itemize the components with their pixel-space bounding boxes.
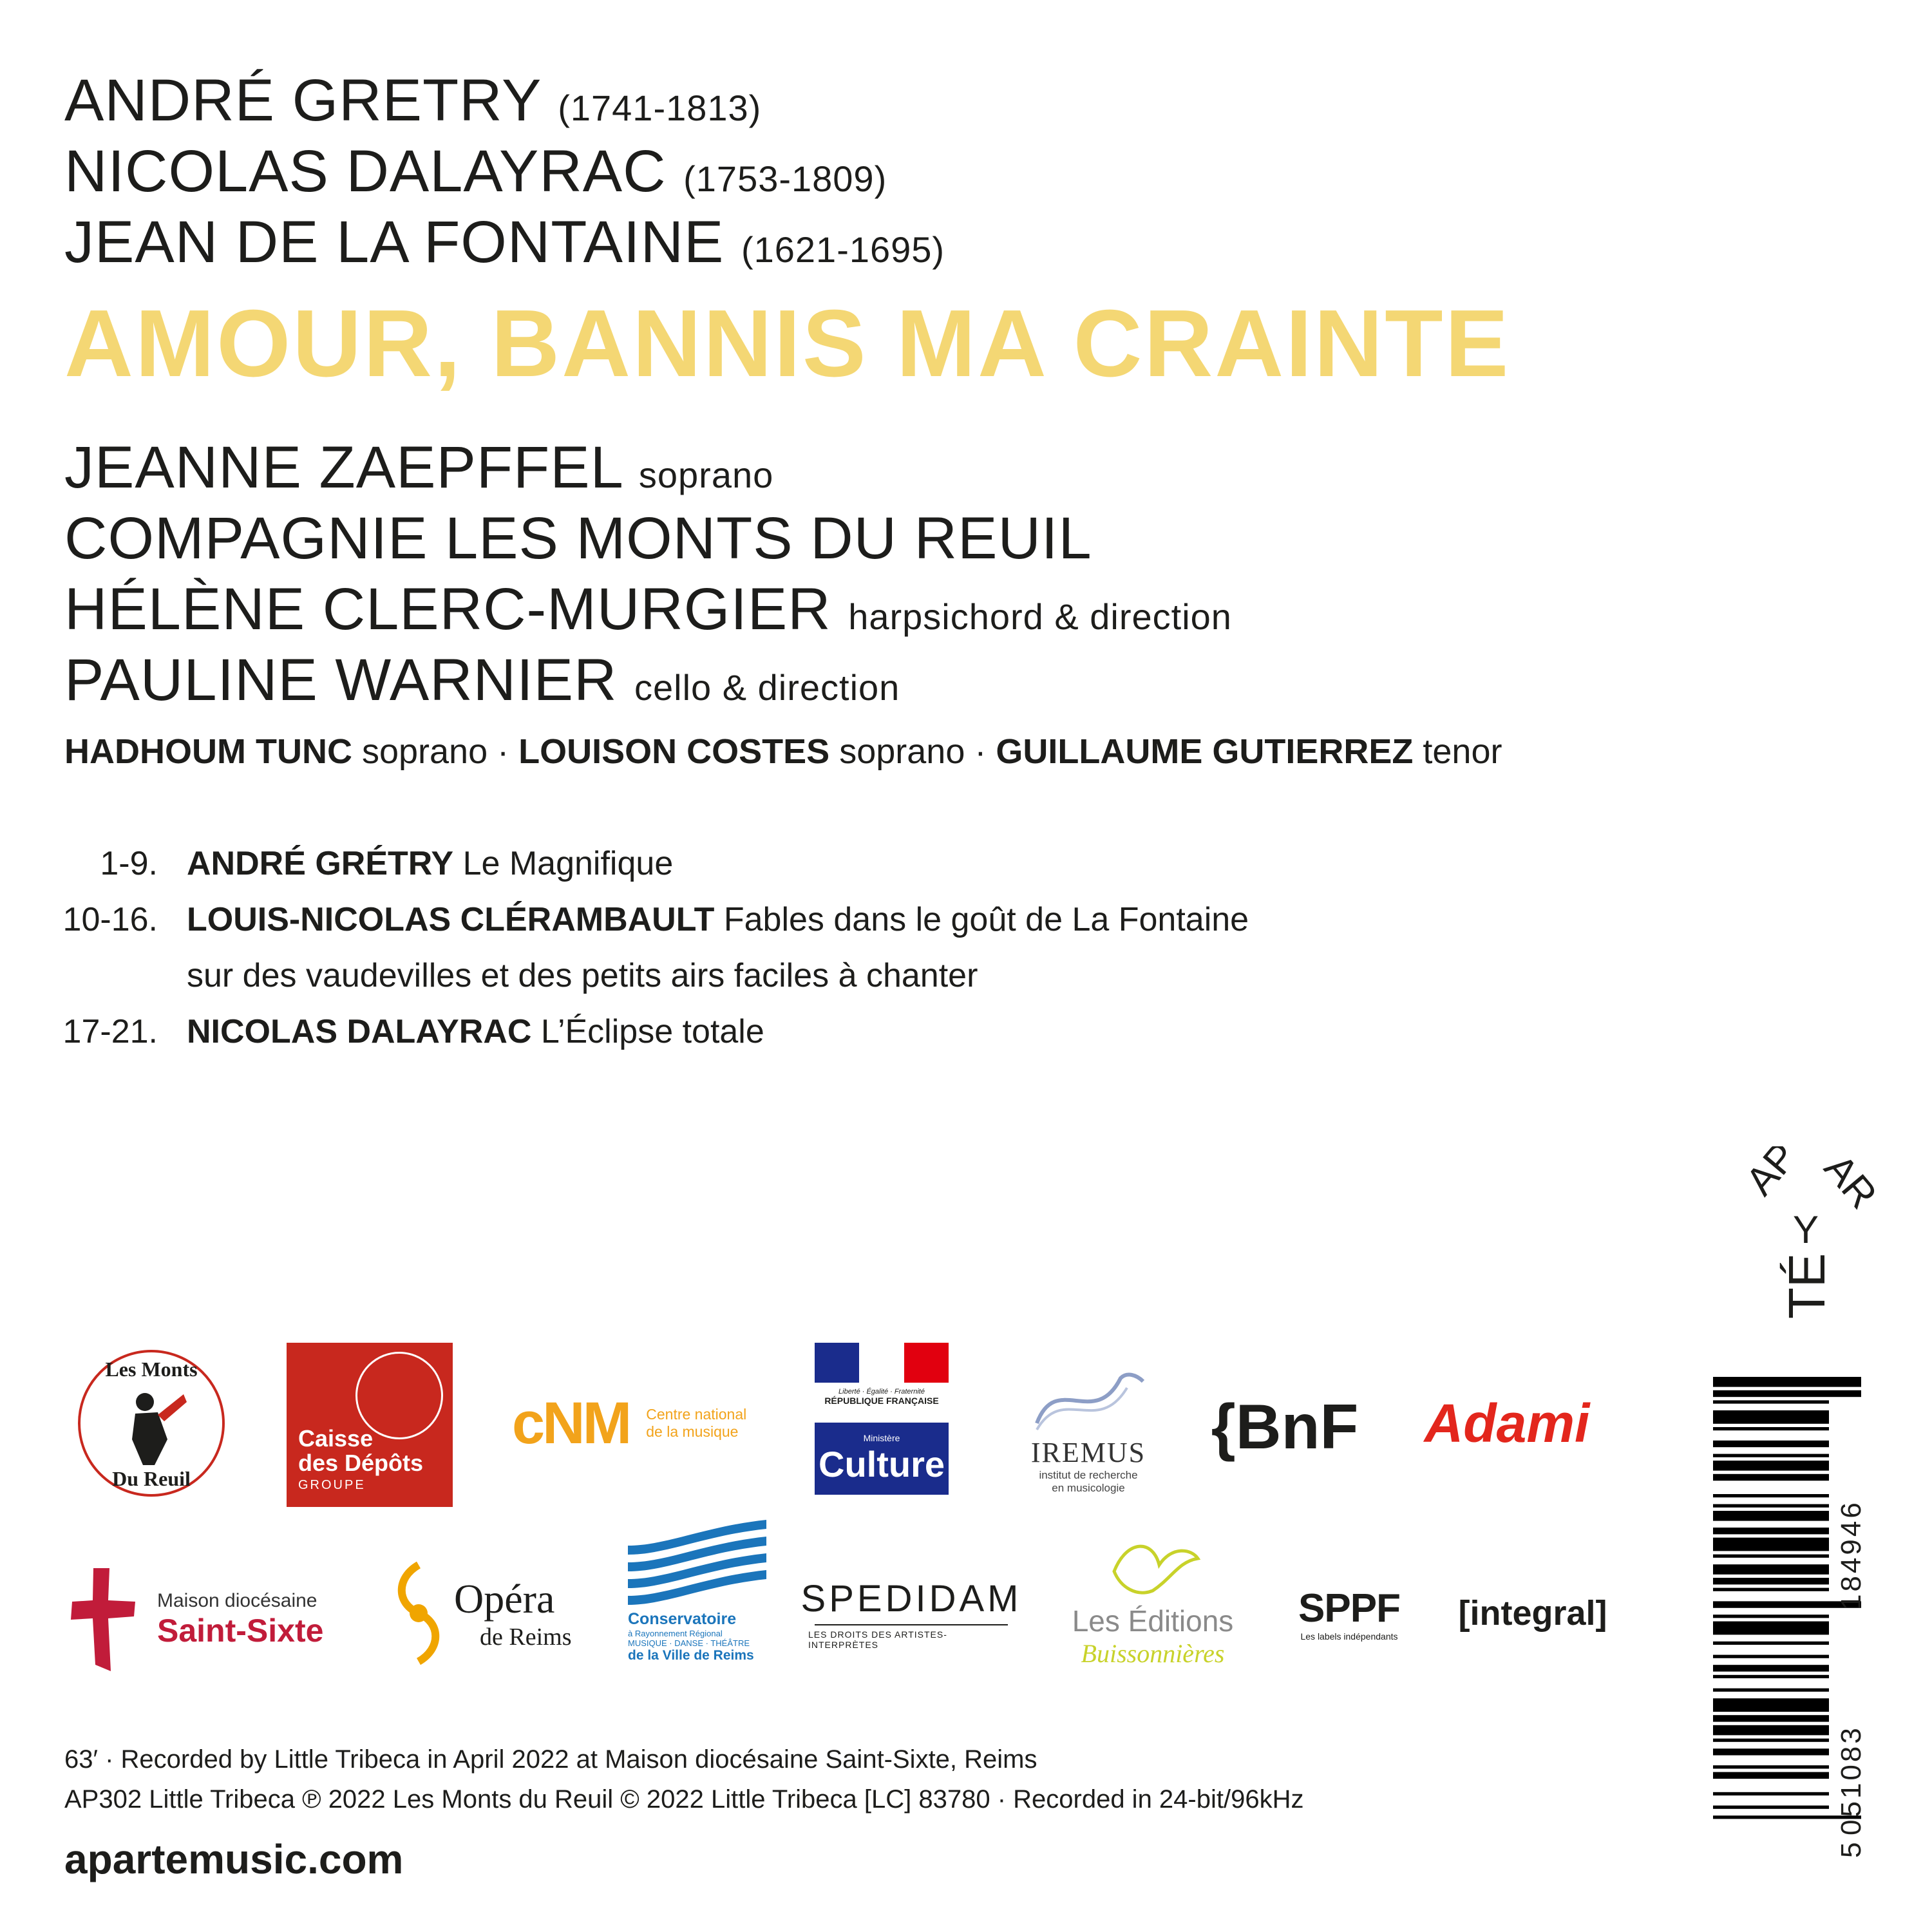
caisse-des-depots-logo: Caisse des Dépôts GROUPE	[287, 1343, 453, 1507]
cross-icon	[64, 1562, 142, 1678]
performer-name: COMPAGNIE LES MONTS DU REUIL	[64, 506, 1092, 571]
track-work: Le Magnifique	[462, 845, 674, 882]
cnm-logo: cNM Centre national de la musique	[512, 1390, 747, 1456]
editions-buissonnieres-logo: Les Éditions Buissonnières	[1056, 1520, 1249, 1681]
track-work: sur des vaudevilles et des petits airs faciles à chanter	[187, 957, 978, 994]
performer-2	[64, 506, 1092, 571]
monts-du-reuil-logo	[71, 1343, 232, 1504]
performer-name: HÉLÈNE CLERC-MURGIER	[64, 576, 831, 642]
svg-text:Du Reuil: Du Reuil	[112, 1467, 191, 1490]
svg-text:Les Monts: Les Monts	[105, 1358, 198, 1381]
waves-icon	[628, 1520, 766, 1610]
guest-role: tenor	[1423, 732, 1502, 771]
track-composer: NICOLAS DALAYRAC	[187, 1013, 532, 1050]
barcode-bar	[1713, 1748, 1829, 1755]
opera-reims-logo: Opéra de Reims	[390, 1552, 589, 1674]
guest-name: LOUISON COSTES	[518, 732, 830, 771]
composer-dates: (1621-1695)	[741, 229, 945, 270]
barcode-bar	[1713, 1588, 1829, 1591]
composer-2	[64, 138, 887, 204]
separator: ·	[974, 732, 987, 771]
website-link[interactable]: apartemusic.com	[64, 1836, 404, 1882]
barcode-bar	[1713, 1615, 1829, 1618]
barcode-bar	[1713, 1400, 1829, 1403]
composer-name: ANDRÉ GRETRY	[64, 68, 541, 133]
guest-performers	[64, 734, 1502, 769]
track-number: 17-21.	[62, 1013, 158, 1050]
barcode-bar	[1713, 1739, 1829, 1742]
iremus-logo: IREMUS institut de recherche en musicologie	[1005, 1359, 1172, 1501]
barcode-bar	[1713, 1725, 1829, 1736]
composer-name: JEAN DE LA FONTAINE	[64, 209, 724, 275]
barcode-bar	[1713, 1555, 1829, 1558]
logo-y: Y	[1793, 1208, 1819, 1251]
barcode-bar	[1713, 1528, 1829, 1534]
logo-ar: AR	[1815, 1146, 1880, 1217]
saint-sixte-logo: Maison diocésaine Saint-Sixte	[64, 1558, 361, 1681]
adami-logo: Adami	[1424, 1392, 1590, 1454]
barcode-bar	[1713, 1665, 1829, 1671]
sppf-logo: SPPF Les labels indépendants	[1298, 1586, 1400, 1642]
composer-1	[64, 68, 762, 133]
seal-icon	[355, 1352, 443, 1439]
barcode-bar	[1713, 1564, 1829, 1575]
barcode-bar	[1713, 1494, 1829, 1497]
track-number: 1-9.	[100, 845, 158, 882]
aparte-logo	[1726, 1146, 1880, 1327]
performer-name: PAULINE WARNIER	[64, 647, 618, 713]
barcode-bar	[1713, 1454, 1829, 1457]
barcode-bar	[1713, 1578, 1829, 1584]
track-work: Fables dans le goût de La Fontaine	[723, 901, 1249, 938]
barcode-bar	[1713, 1377, 1861, 1387]
performer-role: soprano	[638, 455, 774, 495]
barcode-bar	[1713, 1689, 1829, 1692]
barcode-bar	[1713, 1765, 1829, 1768]
barcode-bar	[1713, 1461, 1829, 1471]
logo-ap: AP	[1737, 1146, 1806, 1204]
integral-logo: [integral]	[1458, 1594, 1607, 1633]
logo-te: TÉ	[1778, 1253, 1835, 1319]
barcode-bar	[1713, 1772, 1829, 1779]
barcode-bar	[1713, 1511, 1829, 1521]
barcode-digit-first: 5	[1835, 1842, 1867, 1858]
composer-dates: (1753-1809)	[683, 158, 887, 199]
performer-4	[64, 647, 900, 713]
barcode-bar	[1713, 1655, 1829, 1658]
barcode	[1713, 1372, 1868, 1887]
copyright-info: AP302 Little Tribeca ℗ 2022 Les Monts du Reuil © 2022 Little Tribeca [LC] 83780 · Recorded in 24-bit/96kHz	[64, 1785, 1304, 1814]
composer-3	[64, 209, 945, 275]
barcode-bar	[1713, 1410, 1829, 1424]
barcode-bar	[1713, 1538, 1829, 1551]
barcode-bar	[1713, 1504, 1829, 1508]
track-composer: LOUIS-NICOLAS CLÉRAMBAULT	[187, 901, 715, 938]
performer-name: JEANNE ZAEPFFEL	[64, 435, 622, 500]
ornament-icon	[390, 1558, 448, 1668]
bird-icon	[1101, 1533, 1204, 1604]
barcode-bar	[1713, 1715, 1829, 1721]
performer-role: harpsichord & direction	[848, 596, 1232, 637]
barcode-group-2: 184946	[1835, 1500, 1867, 1610]
republique-francaise-logo: Liberté · Égalité · Fraternité RÉPUBLIQUE FRANÇAISE Ministère Culture	[815, 1343, 949, 1510]
conservatoire-logo: Conservatoire à Rayonnement Régional MUSIQUE · DANSE · THÉÂTRE de la Ville de Reims	[628, 1520, 766, 1678]
recording-info: 63′ · Recorded by Little Tribeca in April 2022 at Maison diocésaine Saint-Sixte, Reims	[64, 1745, 1037, 1774]
barcode-bar	[1713, 1642, 1829, 1645]
track-number: 10-16.	[62, 901, 158, 938]
barcode-bar	[1713, 1675, 1829, 1678]
separator: ·	[497, 732, 509, 771]
performer-role: cello & direction	[634, 667, 900, 708]
barcode-bar	[1713, 1441, 1829, 1447]
album-title: AMOUR, BANNIS MA CRAINTE	[64, 290, 1511, 397]
composer-dates: (1741-1813)	[558, 88, 762, 128]
bnf-logo: {BnF	[1211, 1390, 1359, 1462]
track-work: L’Éclipse totale	[540, 1013, 764, 1050]
composer-name: NICOLAS DALAYRAC	[64, 138, 667, 204]
barcode-bar	[1713, 1792, 1829, 1795]
spedidam-logo: SPEDIDAM LES DROITS DES ARTISTES-INTERPRÈTES	[800, 1577, 1022, 1650]
performer-3	[64, 576, 1232, 642]
track-composer: ANDRÉ GRÉTRY	[187, 845, 454, 882]
guest-role: soprano	[839, 732, 965, 771]
barcode-bar	[1713, 1390, 1861, 1397]
wave-icon	[1024, 1365, 1153, 1436]
barcode-group-1: 051083	[1835, 1725, 1867, 1835]
guest-name: GUILLAUME GUTIERREZ	[996, 732, 1414, 771]
barcode-bar	[1713, 1622, 1829, 1635]
guest-role: soprano	[361, 732, 488, 771]
barcode-bar	[1713, 1698, 1829, 1712]
barcode-bar	[1713, 1806, 1829, 1809]
barcode-bar	[1713, 1474, 1829, 1481]
performer-1	[64, 435, 774, 500]
barcode-bar	[1713, 1427, 1829, 1430]
guest-name: HADHOUM TUNC	[64, 732, 352, 771]
